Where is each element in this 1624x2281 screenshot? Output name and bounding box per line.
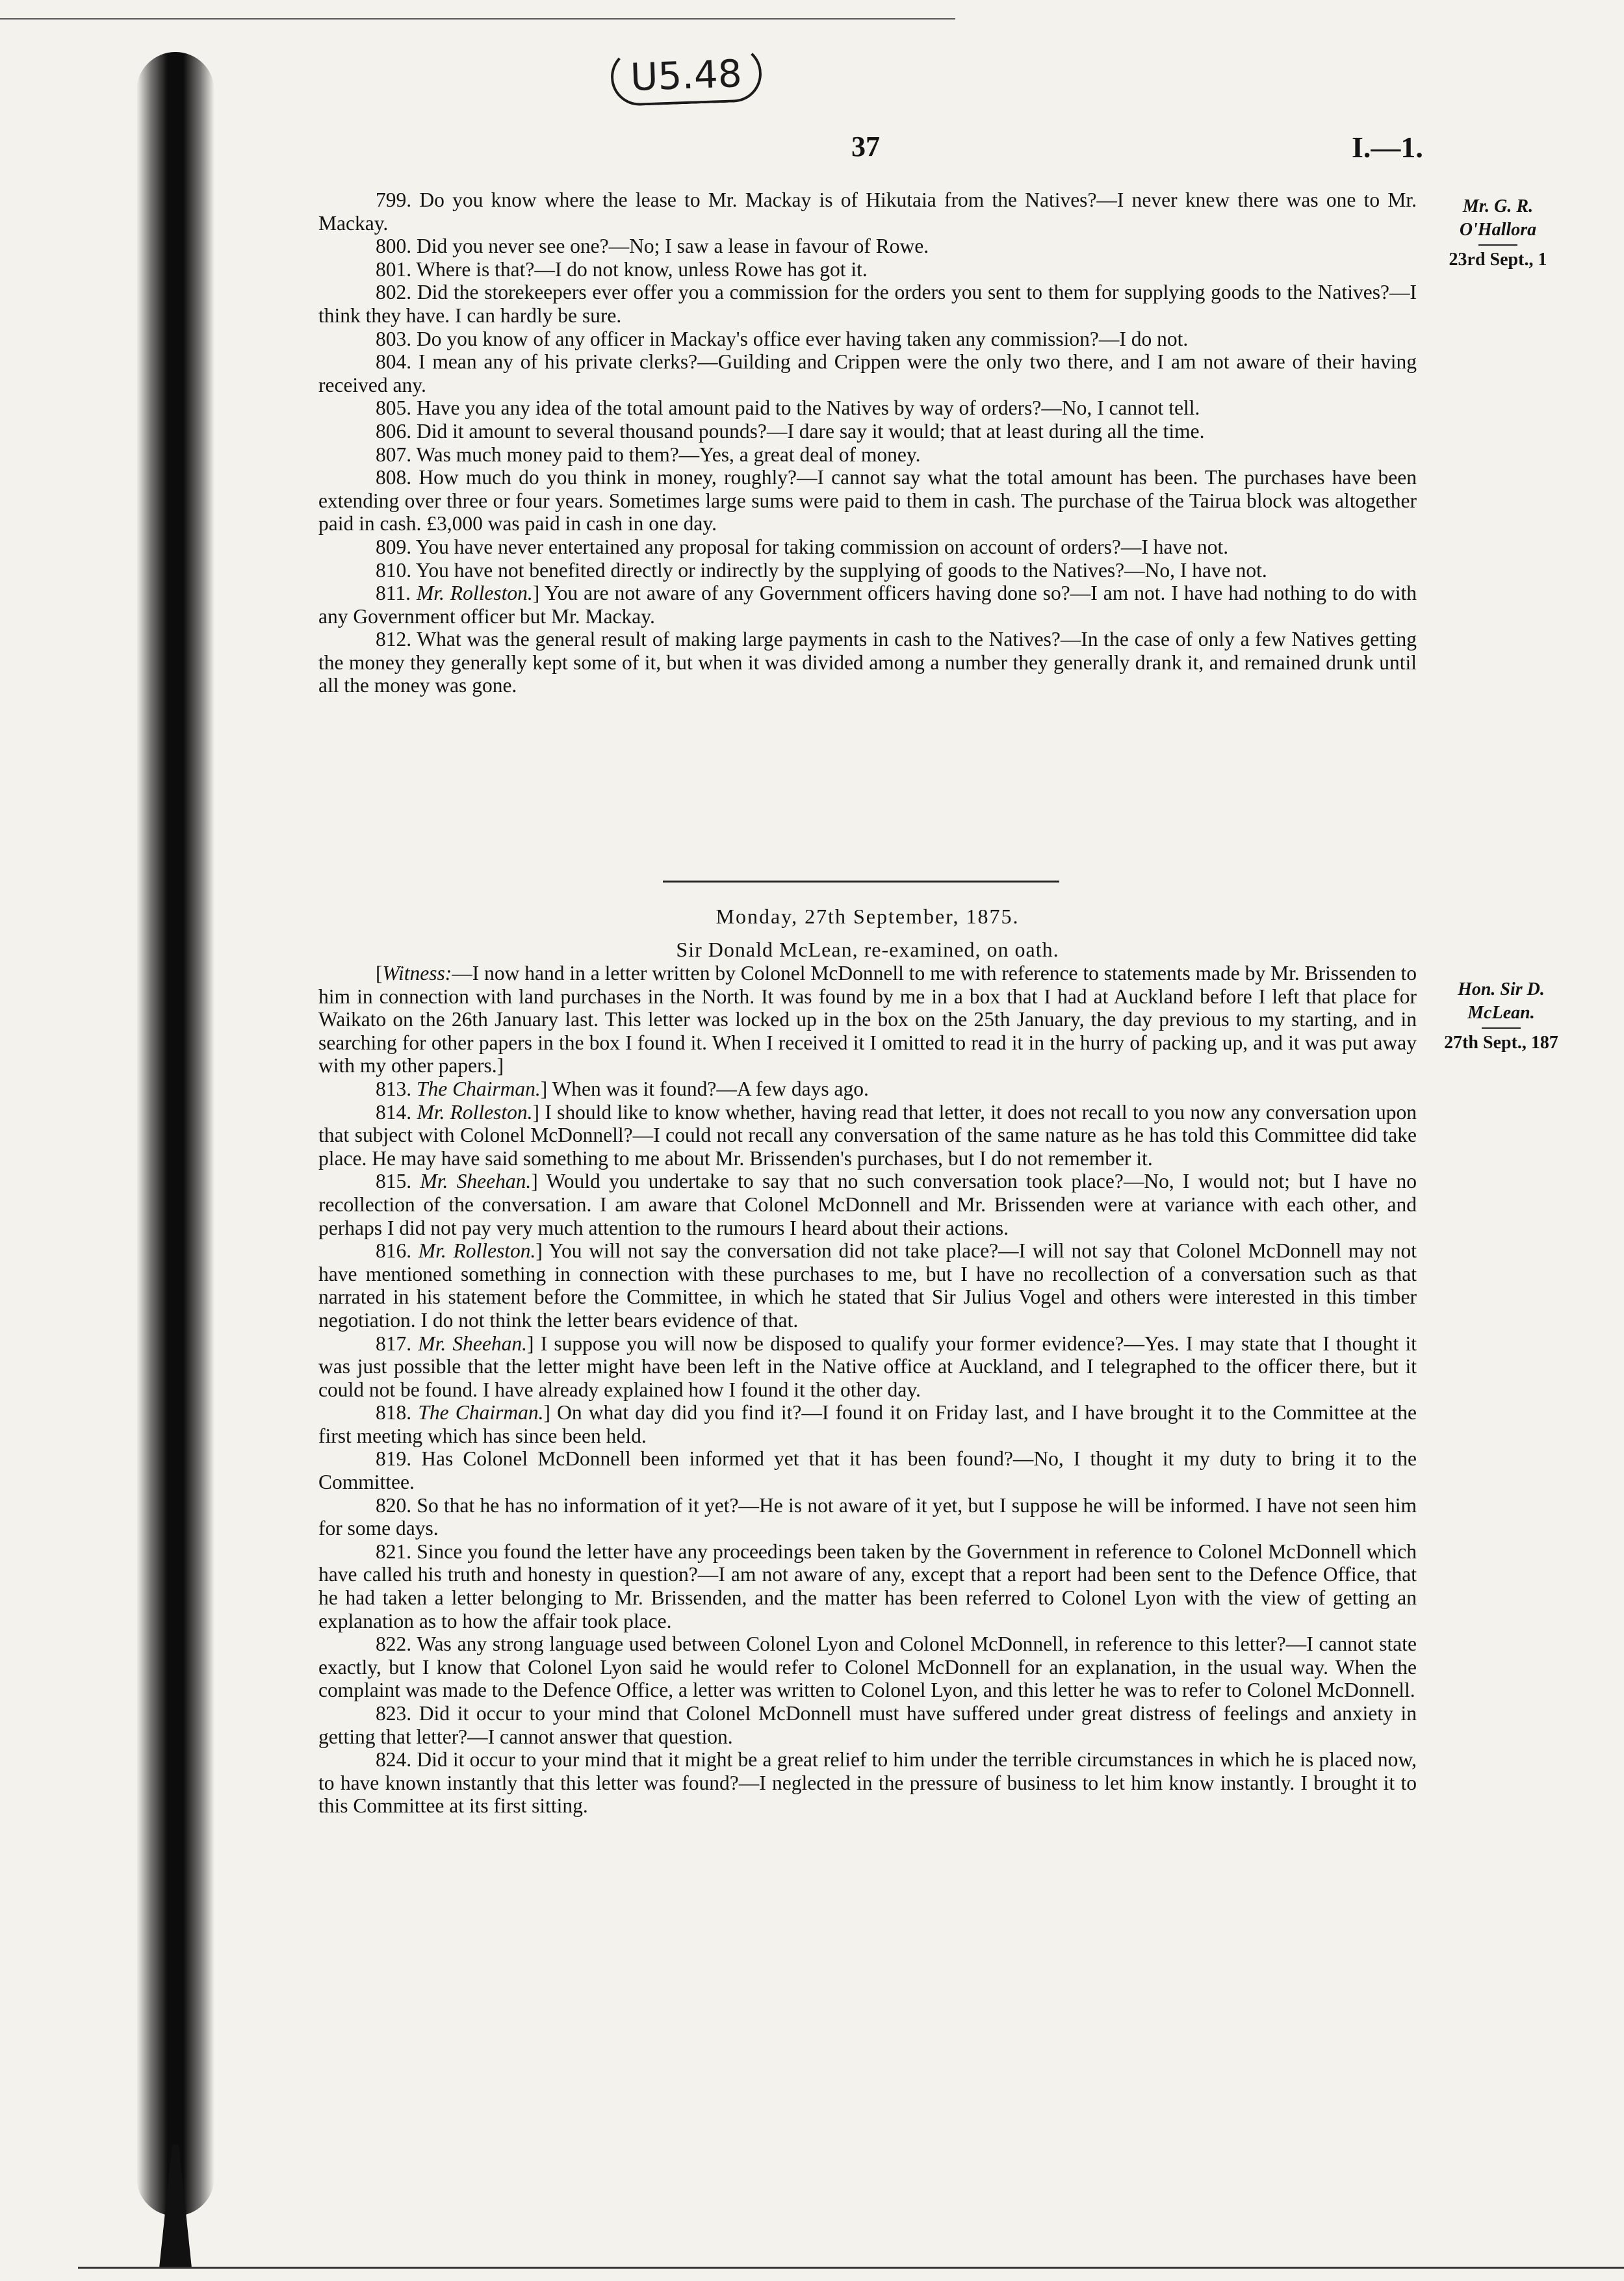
question-paragraph: 803. Do you know of any officer in Mackay's office ever having taken any commission?—I do not. [376, 327, 1189, 350]
margin-note-rule [1482, 1027, 1521, 1029]
question-paragraph: 809. You have never entertained any proposal for taking commission on account of orders?—I have not. [376, 535, 1229, 558]
speaker-name: Mr. Sheehan. [420, 1170, 532, 1193]
question-paragraph: 814. Mr. Rolleston.] I should like to know whether, having read that letter, it does not recall to you now any conversation upon that subject with Colonel McDonnell?—I could not recall any conversation of the same nature as he has told this Committee did take place. He may have said something to me about Mr. Brissenden's purchases, but I do not remember it. [318, 1100, 1417, 1170]
session-date-heading: Monday, 27th September, 1875. [715, 905, 1020, 928]
bottom-edge-rule [78, 2267, 1624, 2269]
speaker-name: The Chairman. [417, 1077, 541, 1100]
question-paragraph: 818. The Chairman.] On what day did you find it?—I found it on Friday last, and I have brought it to the Committee at the first meeting which has since been held. [318, 1401, 1417, 1447]
speaker-name: Mr. Rolleston. [417, 1100, 533, 1124]
question-paragraph: 804. I mean any of his private clerks?—Guilding and Crippen were the only two there, and I am not aware of their having received any. [318, 350, 1417, 396]
question-paragraph: 799. Do you know where the lease to Mr. Mackay is of Hikutaia from the Natives?—I never knew there was one to Mr. Mackay. [318, 188, 1417, 235]
top-edge-rule [0, 18, 955, 19]
question-paragraph: 805. Have you any idea of the total amount paid to the Natives by way of orders?—No, I cannot tell. [376, 396, 1200, 420]
question-paragraph: 819. Has Colonel McDonnell been informed yet that it has been found?—No, I thought it my duty to bring it to the Committee. [318, 1447, 1417, 1494]
speaker-name: Witness: [382, 962, 452, 985]
question-paragraph: 811. Mr. Rolleston.] You are not aware of any Government officers having done so?—I am not. I have had nothing to do with any Government officer but Mr. Mackay. [318, 582, 1417, 628]
question-paragraph: 815. Mr. Sheehan.] Would you undertake to say that no such conversation took place?—No, I would not; but I have no recollection of the conversation. I am aware that Colonel McDonnell and Mr. Brissenden were at variance with each other, and perhaps I did not pay very much attention to the rumours I heard about their actions. [318, 1170, 1417, 1239]
question-paragraph: 807. Was much money paid to them?—Yes, a great deal of money. [376, 443, 921, 466]
question-paragraph: 802. Did the storekeepers ever offer you a commission for the orders you sent to them for supplying goods to the Natives?—I think they have. I can hardly be sure. [318, 281, 1417, 327]
witness-heading: Sir Donald McLean, re-examined, on oath. [676, 938, 1059, 961]
question-paragraph: 813. The Chairman.] When was it found?—A few days ago. [376, 1077, 869, 1100]
speaker-name: Mr. Sheehan. [418, 1332, 527, 1355]
question-paragraph: 806. Did it amount to several thousand pounds?—I dare say it would; that at least during all the time. [376, 419, 1205, 443]
margin-note-date: 23rd Sept., 1 [1449, 250, 1547, 270]
document-code: I.—1. [1352, 131, 1423, 164]
margin-note-date: 27th Sept., 187 [1444, 1033, 1558, 1053]
margin-note-rule [1478, 244, 1517, 246]
speaker-name: Mr. Rolleston. [418, 1239, 536, 1263]
binding-shadow [136, 52, 214, 2216]
handwritten-note: U5.48 [610, 44, 763, 107]
question-paragraph: [Witness:—I now hand in a letter written by Colonel McDonnell to me with reference to statements made by Mr. Brissenden to him in connection with land purchases in the North. It was found by me in a box that I had at Auckland before I left that place for Waikato on the 26th January last. This letter was locked up in the box on the 25th January, the day previous to my starting, and in searching for other papers in the box I found it. When I received it I omitted to read it in the hurry of packing up, and it was put away with my other papers.] [318, 962, 1417, 1077]
evidence-section-1 [318, 188, 1417, 697]
question-paragraph: 823. Did it occur to your mind that Colonel McDonnell must have suffered under great distress of feelings and anxiety in getting that letter?—I cannot answer that question. [318, 1702, 1417, 1748]
question-paragraph: 821. Since you found the letter have any proceedings been taken by the Government in reference to Colonel McDonnell which have called his truth and honesty in question?—I am not aware of any, except that a report had been sent to the Defence Office, that he had taken a letter belonging to Mr. Brissenden, and the matter has been referred to Colonel Lyon with the view of getting an explanation as to how the affair took place. [318, 1540, 1417, 1632]
question-paragraph: 820. So that he has no information of it yet?—He is not aware of it yet, but I suppose he will be informed. I have not seen him for some days. [318, 1493, 1417, 1540]
evidence-section-2 [318, 962, 1417, 1818]
question-paragraph: 817. Mr. Sheehan.] I suppose you will now be disposed to qualify your former evidence?—Yes. I may state that I thought it was just possible that the letter might have been left in the Native office at Auckland, and I telegraphed to the officer there, but it could not be found. I have already explained how I found it the other day. [318, 1332, 1417, 1401]
question-paragraph: 822. Was any strong language used between Colonel Lyon and Colonel McDonnell, in reference to this letter?—I cannot state exactly, but I know that Colonel Lyon said he would refer to Colonel McDonnell for an explanation, in the usual way. When the complaint was made to the Defence Office, a letter was written to Colonel Lyon, and this letter he was to refer to Colonel McDonnell. [318, 1632, 1417, 1702]
question-paragraph: 800. Did you never see one?—No; I saw a lease in favour of Rowe. [376, 235, 929, 258]
margin-note-witness-2 [1430, 978, 1573, 1055]
speaker-name: Mr. Rolleston. [416, 582, 533, 605]
question-paragraph: 801. Where is that?—I do not know, unless Rowe has got it. [376, 257, 868, 281]
margin-note-name: Hon. Sir D. McLean. [1458, 979, 1545, 1023]
question-paragraph: 808. How much do you think in money, roughly?—I cannot say what the total amount has been. The purchases have been extending over three or four years. Sometimes large sums were paid to them in cash. The purchase of the Tairua block was altogether paid in cash. £3,000 was paid in cash in one day. [318, 466, 1417, 535]
margin-note-witness-1 [1426, 195, 1569, 272]
question-paragraph: 812. What was the general result of making large payments in cash to the Natives?—In the case of only a few Natives getting the money they generally kept some of it, but when it was divided among a number they generally drank it, and remained drunk until all the money was gone. [318, 628, 1417, 697]
question-paragraph: 810. You have not benefited directly or indirectly by the supplying of goods to the Natives?—No, I have not. [376, 558, 1267, 582]
page-number: 37 [851, 131, 880, 162]
speaker-name: The Chairman. [418, 1401, 544, 1424]
section-divider [663, 881, 1059, 883]
question-paragraph: 816. Mr. Rolleston.] You will not say the conversation did not take place?—I will not say that Colonel McDonnell may not have mentioned something in connection with these purchases to me, but I have no recollection of a conversation such as that narrated in his statement before the Committee, in which he stated that Sir Julius Vogel and others were interested in this timber negotiation. I do not think the letter bears evidence of that. [318, 1239, 1417, 1332]
question-paragraph: 824. Did it occur to your mind that it might be a great relief to him under the terrible circumstances in which he is placed now, to have known instantly that this letter was found?—I neglected in the pressure of business to let him know instantly. I brought it to this Committee at its first sitting. [318, 1748, 1417, 1818]
margin-note-name: Mr. G. R. O'Hallora [1459, 196, 1537, 240]
